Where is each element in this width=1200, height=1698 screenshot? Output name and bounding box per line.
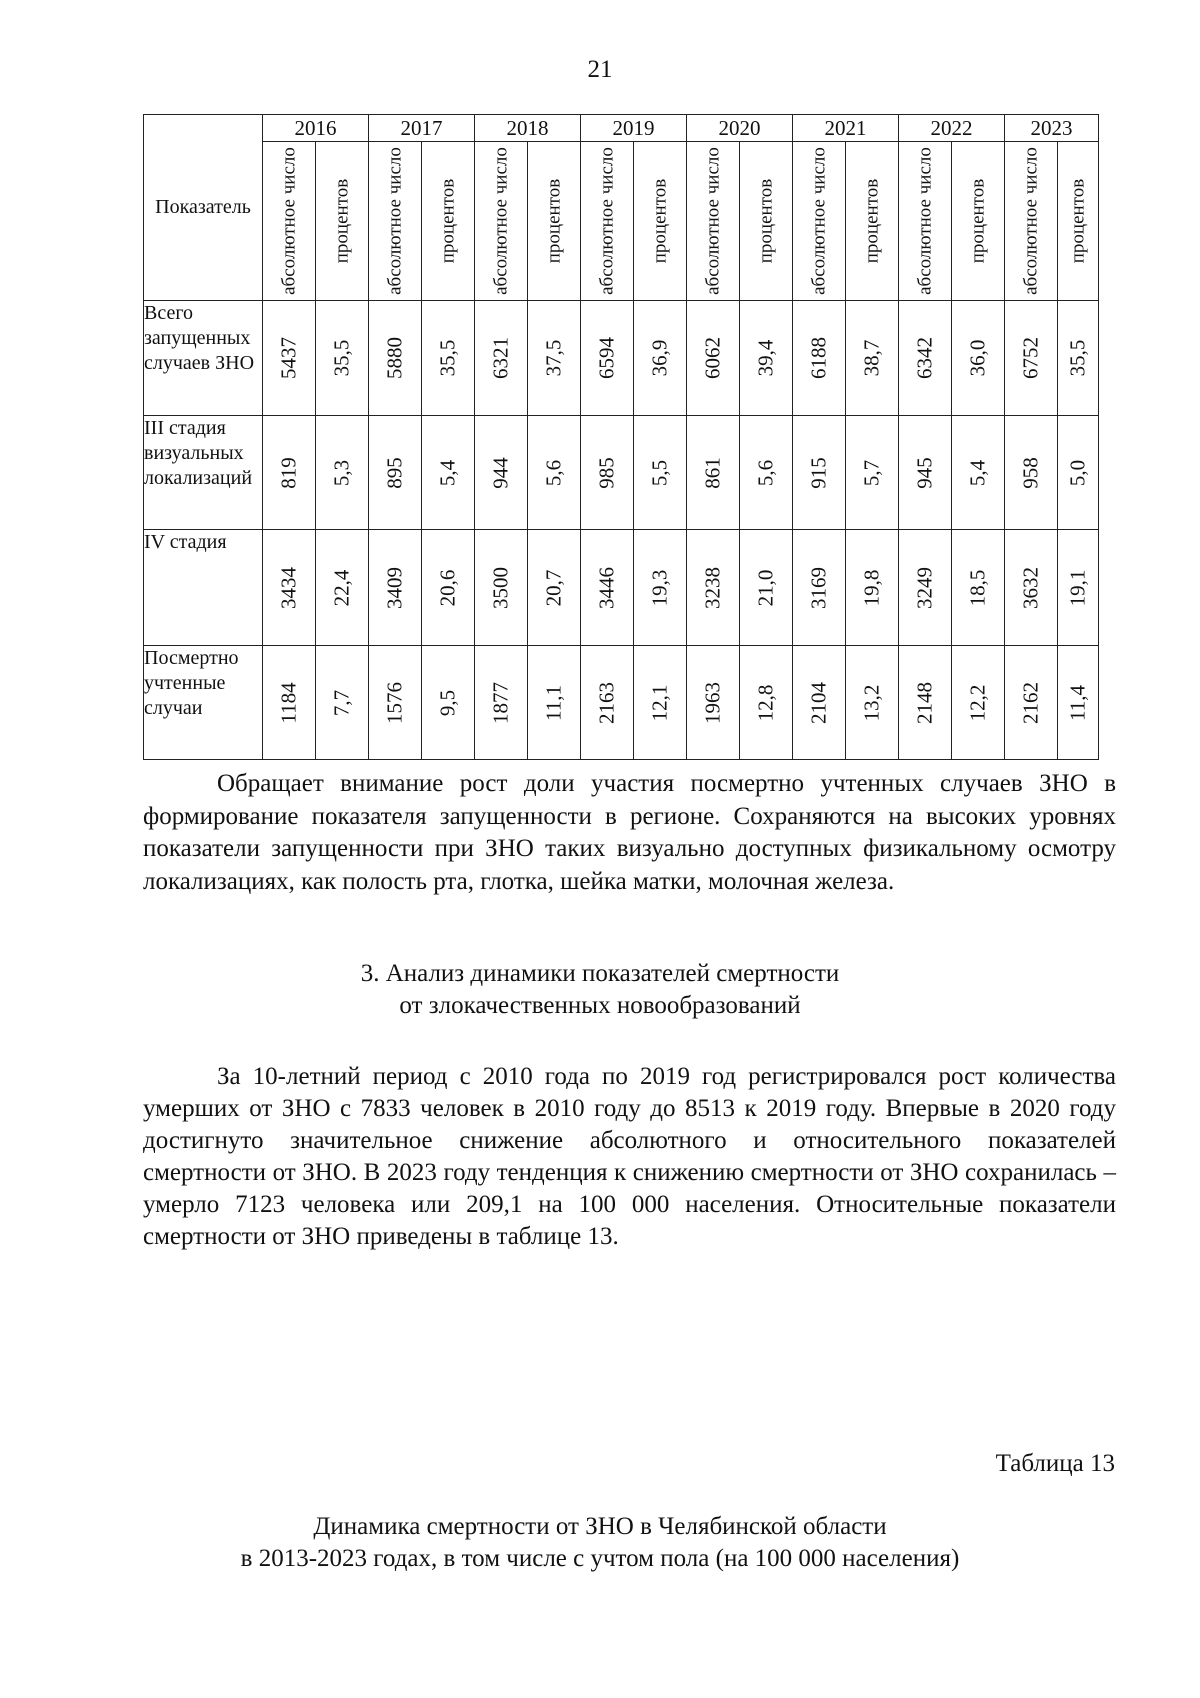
table-row	[144, 646, 1099, 760]
percent-value-cell: 37,5	[528, 301, 581, 416]
absolute-number-header: абсолютное число	[369, 142, 422, 301]
absolute-value-cell: 1963	[687, 646, 740, 760]
percent-value-cell: 36,0	[952, 301, 1005, 416]
absolute-value-cell: 861	[687, 416, 740, 530]
section-title-line-2: от злокачественных новообразований	[399, 992, 801, 1019]
percent-value-cell: 19,1	[1058, 530, 1099, 646]
percent-value-cell: 5,6	[528, 416, 581, 530]
absolute-value-cell: 819	[263, 416, 316, 530]
row-label: Всего запущенных случаев ЗНО	[144, 301, 263, 416]
absolute-value-cell: 3446	[581, 530, 634, 646]
year-header: 2021	[793, 115, 899, 142]
percent-value-cell: 5,3	[316, 416, 369, 530]
percent-value-cell: 5,4	[422, 416, 475, 530]
absolute-value-cell: 2148	[899, 646, 952, 760]
percent-value-cell: 19,3	[634, 530, 687, 646]
percent-value-cell: 35,5	[422, 301, 475, 416]
percent-header: процентов	[316, 142, 369, 301]
percent-header: процентов	[952, 142, 1005, 301]
subheader-row	[144, 142, 1099, 301]
percent-value-cell: 35,5	[1058, 301, 1099, 416]
paragraph-mortality: За 10-летний период с 2010 года по 2019 год регистрировался рост количества умерших от ЗНО с 7833 человек в 2010 году до 8513 к 2019 году. Впервые в 2020 году достигнуто значительное снижение абсолютного и относительного показателей смертности от ЗНО. В 2023 году тенденция к снижению смертности от ЗНО сохранилась – умерло 7123 человека или 209,1 на 100 000 населения. Относительные показатели смертности от ЗНО приведены в таблице 13.	[143, 1063, 1116, 1250]
table-row	[144, 530, 1099, 646]
percent-value-cell: 5,7	[846, 416, 899, 530]
percent-value-cell: 9,5	[422, 646, 475, 760]
percent-header: процентов	[740, 142, 793, 301]
absolute-value-cell: 6321	[475, 301, 528, 416]
percent-value-cell: 11,1	[528, 646, 581, 760]
absolute-value-cell: 6752	[1005, 301, 1058, 416]
percent-value-cell: 22,4	[316, 530, 369, 646]
page-number: 21	[587, 56, 613, 83]
percent-value-cell: 12,2	[952, 646, 1005, 760]
row-label: III стадия визуальных локализаций	[144, 416, 263, 530]
table-caption-number: Таблица 13	[995, 1450, 1115, 1477]
absolute-value-cell: 3409	[369, 530, 422, 646]
absolute-number-header: абсолютное число	[581, 142, 634, 301]
table-row	[144, 301, 1099, 416]
year-header: 2016	[263, 115, 369, 142]
percent-header: процентов	[846, 142, 899, 301]
percent-header: процентов	[422, 142, 475, 301]
percent-value-cell: 12,1	[634, 646, 687, 760]
absolute-value-cell: 3238	[687, 530, 740, 646]
absolute-value-cell: 6594	[581, 301, 634, 416]
absolute-value-cell: 1576	[369, 646, 422, 760]
absolute-value-cell: 2162	[1005, 646, 1058, 760]
percent-value-cell: 20,7	[528, 530, 581, 646]
late-diagnosis-table	[143, 114, 1099, 760]
absolute-value-cell: 5880	[369, 301, 422, 416]
section-title-line-1: 3. Анализ динамики показателей смертности	[360, 960, 840, 987]
percent-value-cell: 5,0	[1058, 416, 1099, 530]
percent-value-cell: 20,6	[422, 530, 475, 646]
percent-value-cell: 19,8	[846, 530, 899, 646]
percent-value-cell: 35,5	[316, 301, 369, 416]
percent-value-cell: 5,6	[740, 416, 793, 530]
table-caption-line-2: в 2013-2023 годах, в том числе с учтом пола (на 100 000 населения)	[240, 1545, 960, 1572]
percent-header: процентов	[634, 142, 687, 301]
year-header: 2023	[1005, 115, 1099, 142]
absolute-value-cell: 3249	[899, 530, 952, 646]
percent-header: процентов	[528, 142, 581, 301]
year-header: 2022	[899, 115, 1005, 142]
absolute-value-cell: 915	[793, 416, 846, 530]
percent-value-cell: 39,4	[740, 301, 793, 416]
percent-value-cell: 38,7	[846, 301, 899, 416]
absolute-number-header: абсолютное число	[687, 142, 740, 301]
absolute-value-cell: 6342	[899, 301, 952, 416]
indicator-header: Показатель	[144, 115, 263, 301]
row-label: Посмертно учтенные случаи	[144, 646, 263, 760]
year-header: 2017	[369, 115, 475, 142]
percent-value-cell: 11,4	[1058, 646, 1099, 760]
percent-value-cell: 5,5	[634, 416, 687, 530]
absolute-value-cell: 1184	[263, 646, 316, 760]
row-label: IV стадия	[144, 530, 263, 646]
absolute-value-cell: 1877	[475, 646, 528, 760]
absolute-value-cell: 944	[475, 416, 528, 530]
percent-value-cell: 21,0	[740, 530, 793, 646]
percent-value-cell: 18,5	[952, 530, 1005, 646]
absolute-value-cell: 3500	[475, 530, 528, 646]
percent-value-cell: 7,7	[316, 646, 369, 760]
absolute-value-cell: 2104	[793, 646, 846, 760]
absolute-value-cell: 5437	[263, 301, 316, 416]
absolute-number-header: абсолютное число	[899, 142, 952, 301]
table-row	[144, 416, 1099, 530]
absolute-value-cell: 2163	[581, 646, 634, 760]
absolute-value-cell: 945	[899, 416, 952, 530]
absolute-number-header: абсолютное число	[1005, 142, 1058, 301]
percent-value-cell: 36,9	[634, 301, 687, 416]
absolute-value-cell: 985	[581, 416, 634, 530]
percent-header: процентов	[1058, 142, 1099, 301]
absolute-value-cell: 3169	[793, 530, 846, 646]
absolute-value-cell: 3434	[263, 530, 316, 646]
percent-value-cell: 13,2	[846, 646, 899, 760]
paragraph-late-diagnosis: Обращает внимание рост доли участия посмертно учтенных случаев ЗНО в формирование показателя запущенности в регионе. Сохраняются на высоких уровнях показатели запущенности при ЗНО таких визуально доступных физикальному осмотру локализациях, как полость рта, глотка, шейка матки, молочная железа.	[143, 770, 1116, 895]
year-header: 2020	[687, 115, 793, 142]
percent-value-cell: 12,8	[740, 646, 793, 760]
absolute-value-cell: 6062	[687, 301, 740, 416]
year-header: 2019	[581, 115, 687, 142]
year-header: 2018	[475, 115, 581, 142]
year-header-row	[144, 115, 1099, 142]
absolute-number-header: абсолютное число	[263, 142, 316, 301]
absolute-value-cell: 895	[369, 416, 422, 530]
absolute-value-cell: 958	[1005, 416, 1058, 530]
percent-value-cell: 5,4	[952, 416, 1005, 530]
absolute-number-header: абсолютное число	[475, 142, 528, 301]
absolute-number-header: абсолютное число	[793, 142, 846, 301]
absolute-value-cell: 3632	[1005, 530, 1058, 646]
absolute-value-cell: 6188	[793, 301, 846, 416]
table-caption-line-1: Динамика смертности от ЗНО в Челябинской области	[313, 1513, 887, 1540]
